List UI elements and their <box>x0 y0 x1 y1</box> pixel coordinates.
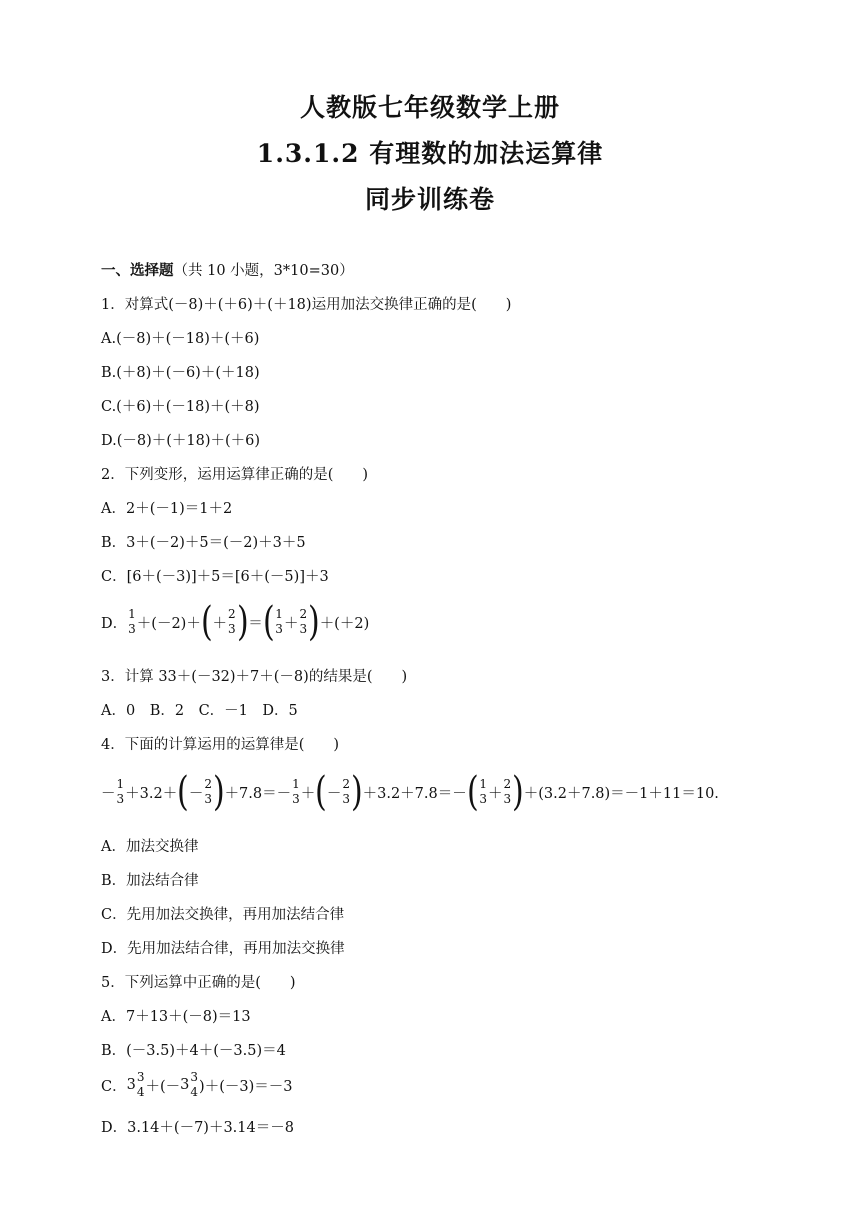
q2-option-d <box>101 596 369 648</box>
section-heading-text: 一、选择题 <box>101 262 174 279</box>
q4-option-d: D．先用加法结合律，再用加法交换律 <box>101 941 345 957</box>
section-note: （共 10 小题，3*10=30） <box>173 263 354 279</box>
q1-option-d: D.(－8)＋(＋18)＋(＋6) <box>101 433 261 449</box>
q2-d-label: D． <box>101 615 128 632</box>
paren-group: ( ＋ 2 3 ) <box>200 599 249 645</box>
section-heading <box>101 259 354 280</box>
mixed-number: 3 3 4 <box>126 1070 145 1099</box>
q2-d-text-3: ＋(＋2) <box>319 615 370 632</box>
mixed-number: 3 3 4 <box>180 1070 199 1099</box>
q3-stem: 3．计算 33＋(－32)＋7＋(－8)的结果是( ) <box>101 669 408 685</box>
q1-option-a: A.(－8)＋(－18)＋(＋6) <box>101 331 260 347</box>
q2-stem: 2．下列变形，运用运算律正确的是( ) <box>101 467 369 483</box>
q5-option-c: C． 3 3 4 ＋(－ 3 3 4 )＋(－3)＝－3 <box>101 1070 293 1099</box>
q1-option-b: B.(＋8)＋(－6)＋(＋18) <box>101 365 260 381</box>
fraction: 1 3 <box>128 607 136 636</box>
q2-d-text-1: ＋(－2)＋ <box>136 615 201 632</box>
q2-option-b: B．3＋(－2)＋5＝(－2)＋3＋5 <box>101 535 306 551</box>
q5-option-d: D．3.14＋(－7)＋3.14＝－8 <box>101 1120 294 1136</box>
q5-option-a: A．7＋13＋(－8)＝13 <box>101 1009 251 1025</box>
q3-options: A．0 B．2 C．－1 D．5 <box>101 703 298 719</box>
q4-option-b: B．加法结合律 <box>101 873 199 889</box>
q4-stem: 4．下面的计算运用的运算律是( ) <box>101 737 340 753</box>
paren-group: ( － 2 3 ) <box>315 769 363 815</box>
doc-subtitle: 1.3.1.2 有理数的加法运算律 <box>256 139 604 168</box>
q1-option-c: C.(＋6)＋(－18)＋(＋8) <box>101 399 260 415</box>
q4-option-c: C．先用加法交换律，再用加法结合律 <box>101 907 345 923</box>
doc-subtitle-2: 同步训练卷 <box>364 185 495 214</box>
q1-stem: 1．对算式(－8)＋(＋6)＋(＋18)运用加法交换律正确的是( ) <box>101 297 512 313</box>
q2-option-a: A．2＋(－1)＝1＋2 <box>101 501 233 517</box>
q4-expression: － 1 3 ＋3.2＋ ( － 2 3 ) ＋7.8＝－ 1 3 ＋ ( － 2 3 ) ＋3.2＋7.8＝－ ( 1 3 ＋ 2 3 ) ＋(3.2＋7.8)＝－1＋11＝10. <box>101 769 719 815</box>
q4-option-a: A．加法交换律 <box>101 839 199 855</box>
paren-group: ( 1 3 ＋ 2 3 ) <box>466 769 524 815</box>
paren-group: ( － 2 3 ) <box>177 769 225 815</box>
q5-stem: 5．下列运算中正确的是( ) <box>101 975 296 991</box>
paren-group: ( 1 3 ＋ 2 3 ) <box>262 599 320 645</box>
q2-option-c: C．[6＋(－3)]＋5＝[6＋(－5)]＋3 <box>101 569 329 585</box>
q2-d-text-2: ＝ <box>248 615 263 632</box>
doc-title: 人教版七年级数学上册 <box>299 93 560 122</box>
q5-option-b: B．(－3.5)＋4＋(－3.5)＝4 <box>101 1043 286 1059</box>
